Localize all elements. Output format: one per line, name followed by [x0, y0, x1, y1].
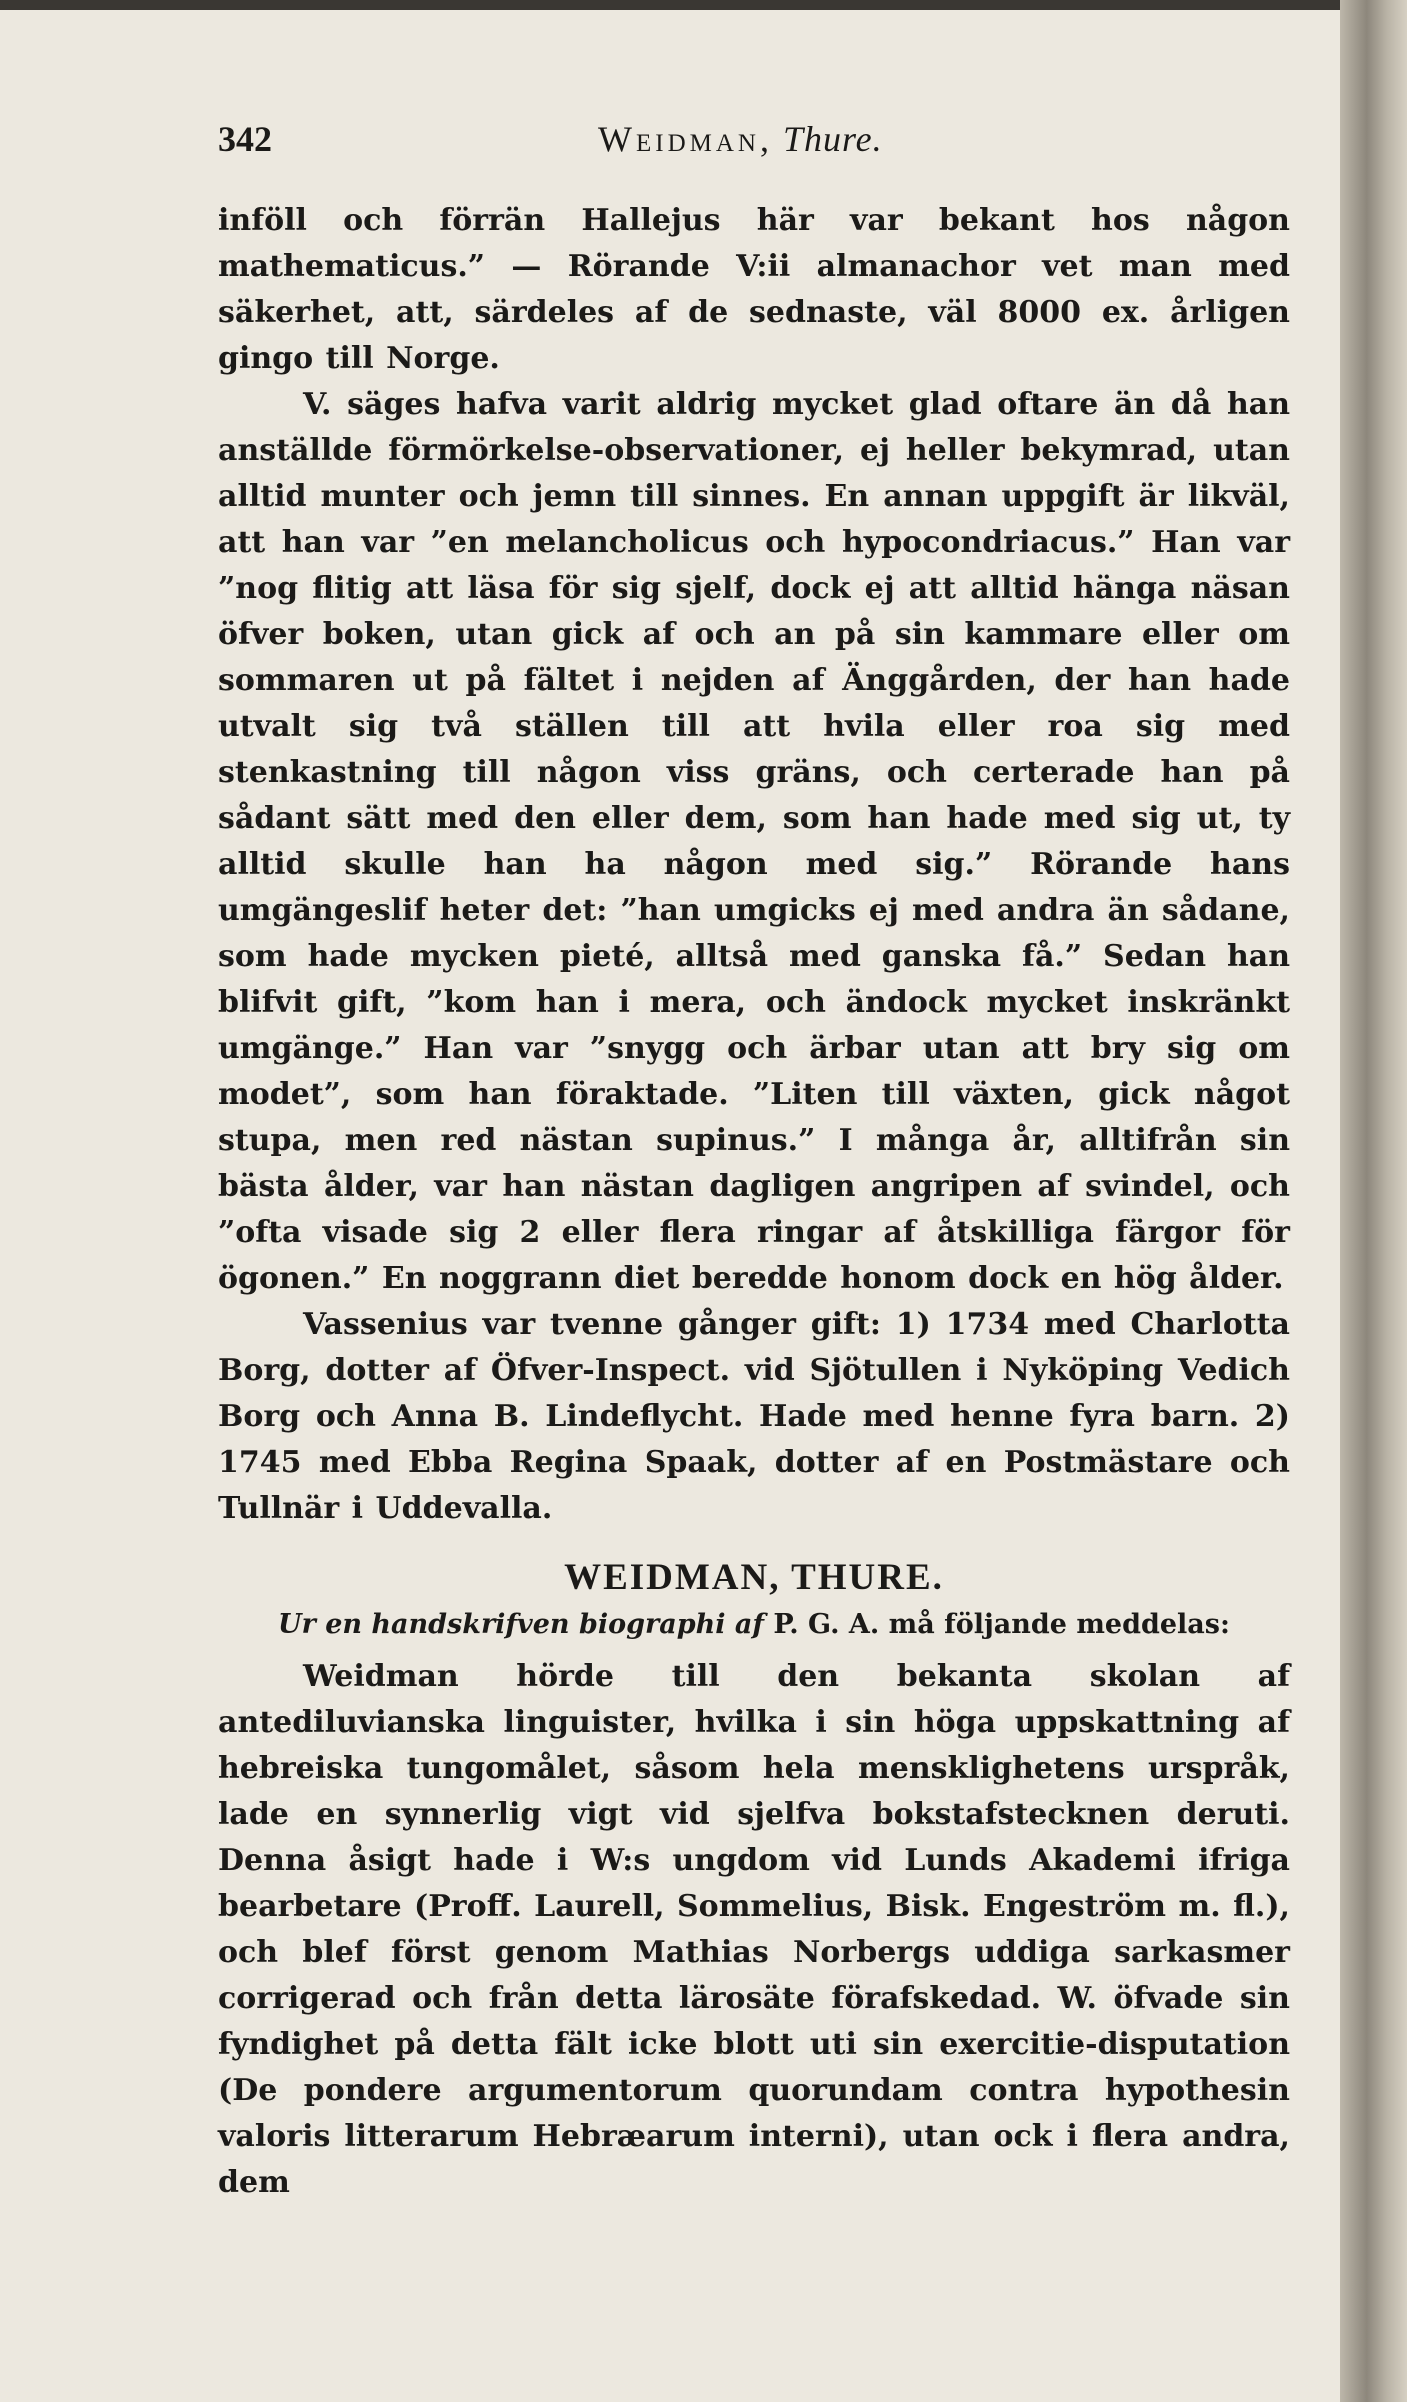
section-source-part1: Ur en handskrifven biographi af	[278, 1609, 764, 1640]
section-title: WEIDMAN, THURE.	[564, 1557, 944, 1598]
text-block	[218, 118, 1290, 2206]
paragraph-2: V. säges hafva varit aldrig mycket glad oftare än då han anställde förmörkelse-observationer, ej heller bekymrad, utan alltid munter och jemn till sinnes. En annan uppgift är likväl, att han var ”en melancholicus och hypocondriacus.” Han var ”nog flitig att läsa för sig sjelf, dock ej att alltid hänga näsan öfver boken, utan gick af och an på sin kammare eller om sommaren ut på fältet i nejden af Änggården, der han hade utvalt sig två ställen till att hvila eller roa sig med stenkastning till någon viss gräns, och certerade han på sådant sätt med den eller dem, som han hade med sig ut, ty alltid skulle han ha någon med sig.” Rörande hans umgängeslif heter det: ”han umgicks ej med andra än sådane, som hade mycken pieté, alltså med ganska få.” Sedan han blifvit gift, ”kom han i mera, och ändock mycket inskränkt umgänge.” Han var ”snygg och ärbar utan att bry sig om modet”, som han föraktade. ”Liten till växten, gick något stupa, men red nästan supinus.” I många år, alltifrån sin bästa ålder, var han nästan dagligen angripen af svindel, och ”ofta visade sig 2 eller flera ringar af åtskilliga färgor för ögonen.” En noggrann diet beredde honom dock en hög ålder.	[218, 387, 1290, 1296]
page-top-edge	[0, 0, 1340, 10]
paragraph-3: Vassenius var tvenne gånger gift: 1) 1734 med Charlotta Borg, dotter af Öfver-Inspect. vid Sjötullen i Nyköping Vedich Borg och Anna B. Lindeflycht. Hade med henne fyra barn. 2) 1745 med Ebba Regina Spaak, dotter af en Postmästare och Tullnär i Uddevalla.	[218, 1307, 1290, 1526]
section-paragraph: Weidman hörde till den bekanta skolan af antediluvianska linguister, hvilka i sin höga uppskattning af hebreiska tungomålet, såsom hela mensklighetens urspråk, lade en synnerlig vigt vid sjelfva bokstafstecknen deruti. Denna åsigt hade i W:s ungdom vid Lunds Akademi ifriga bearbetare (Proff. Laurell, Sommelius, Bisk. Engeström m. fl.), och blef först genom Mathias Norbergs uddiga sarkasmer corrigerad och från detta lärosäte förafskedad. W. öfvade sin fyndighet på detta fält icke blott uti sin exercitie-disputation (De pondere argumentorum quorundam contra hypothesin valoris litterarum Hebræarum interni), utan ock i flera andra, dem	[218, 1659, 1290, 2200]
running-head	[598, 118, 883, 160]
running-head-given: Thure.	[782, 119, 883, 159]
page-number: 342	[218, 119, 272, 159]
section-source-part2: P. G. A. må följande meddelas:	[773, 1609, 1230, 1640]
book-gutter	[1340, 0, 1407, 2402]
paragraph-1: inföll och förrän Hallejus här var bekant hos någon mathematicus.” — Rörande V:ii almanachor vet man med säkerhet, att, särdeles af de sednaste, väl 8000 ex. årligen gingo till Norge.	[218, 203, 1290, 376]
page-header	[218, 118, 1290, 198]
running-head-surname: Weidman,	[598, 119, 773, 159]
section-source	[218, 1602, 1290, 1650]
